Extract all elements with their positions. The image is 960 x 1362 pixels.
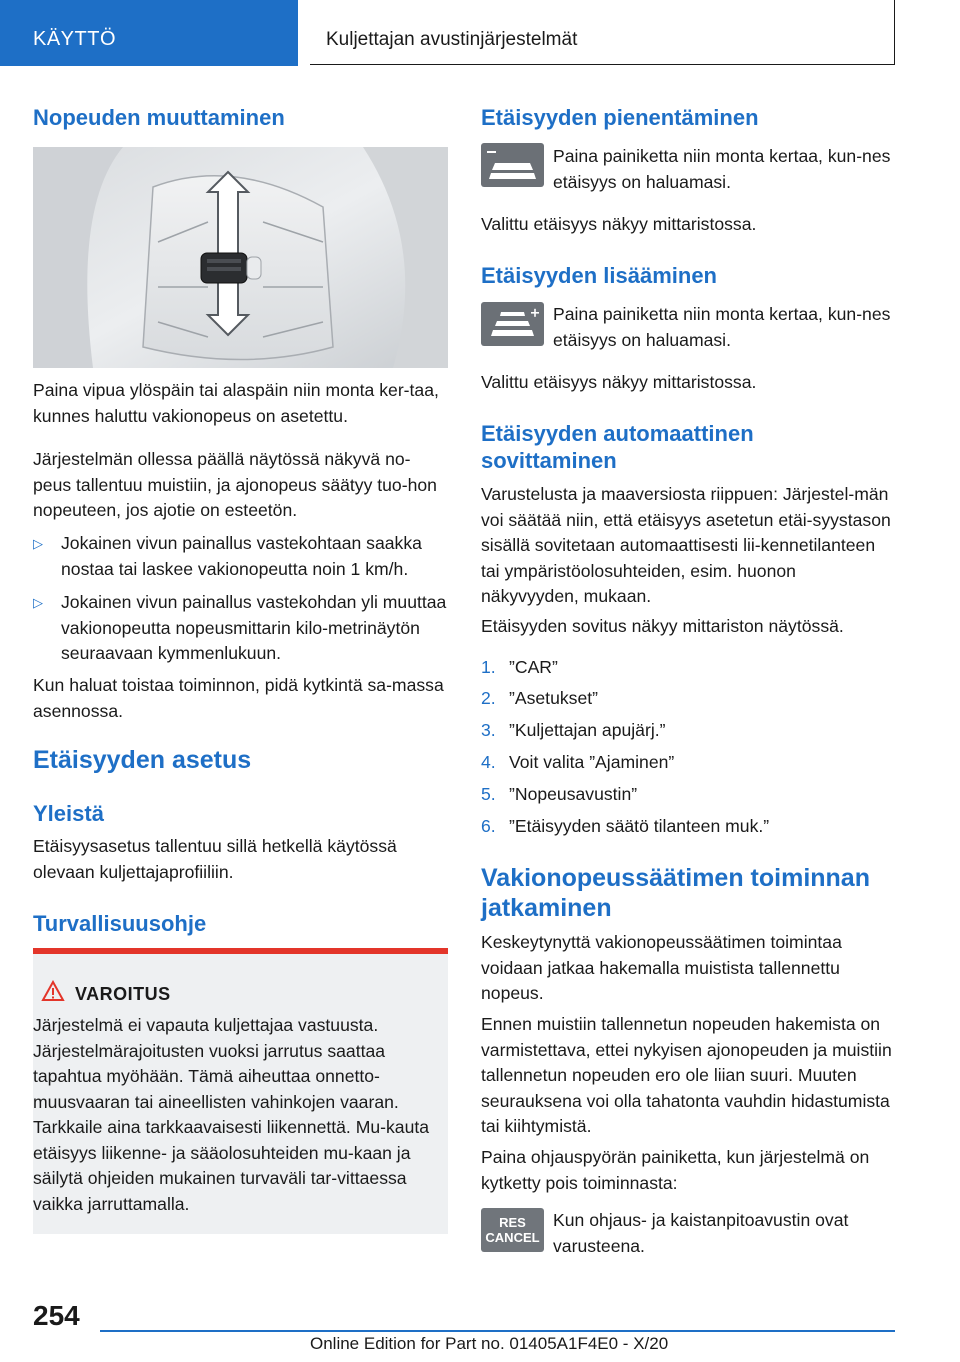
footer-divider [100,1330,895,1332]
step-text: ”Asetukset” [509,688,598,708]
distance-increase-heading: Etäisyyden lisääminen [481,263,717,288]
distance-decrease-button-icon [481,143,544,187]
auto-paragraph-1: Varustelusta ja maaversiosta riippuen: Järjestel-män voi säätää niin, että etäisyys asetetun etäi-syystason sisällä sovitetaan automaattisesti lii-kennetilanteen tai ympäristöolosuhteiden, esim. huonon näkyvyyden, mukaan. [481,484,891,606]
header-chapter-title: Kuljettajan avustinjärjestelmät [326,29,578,50]
resume-paragraph-3: Paina ohjauspyörän painiketta, kun järjestelmä on kytketty pois toiminnasta: [481,1147,870,1193]
warning-text: Järjestelmä ei vapauta kuljettajaa vastuusta. Järjestelmärajoitusten vuoksi jarrutus saattaa tapahtua myöhään. Tämä aiheuttaa onnetto-muusvaaran tai aineellisten vahinkojen vaaran. Tarkkaile aina tarkkaavaisesti liikennettä. Mu-kauta etäisyys liikenne- ja sääolosuhteiden mu-kaan ja säilytä ohjeiden mukainen turvaväli tar-vittaessa vaikka jarruttamalla. [33,1015,430,1214]
resume-paragraph-1: Keskeytynyttä vakionopeussäätimen toimintaa voidaan jatkaa hakemalla muistista tallennettu nopeus. [481,932,842,1003]
resume-heading-line2: jatkaminen [481,894,612,922]
distance-decrease-heading: Etäisyyden pienentäminen [481,105,759,130]
step-number: 1. [481,657,496,677]
bullet-text: Jokainen vivun painallus vastekohdan yli muuttaa vakionopeutta nopeusmittarin kilo-metrinäytön seuraavaan kymmenlukuun. [61,592,447,663]
res-icon-line2: CANCEL [485,1230,540,1245]
decrease-shown-text: Valittu etäisyys näkyy mittaristossa. [481,214,757,234]
step-text: ”CAR” [509,657,558,677]
warning-box [33,948,448,1234]
speed-paragraph-2: Järjestelmän ollessa päällä näytössä näkyvä no-peus tallentuu muistiin, ja ajonopeus säätyy tuo-hon nopeuteen, jos ajotie on esteetön. [33,449,437,520]
safety-heading: Turvallisuusohje [33,911,207,936]
step-text: ”Kuljettajan apujärj.” [509,720,666,740]
res-text: Kun ohjaus- ja kaistanpitoavustin ovat varusteena. [553,1210,849,1256]
page-number: 254 [33,1300,80,1331]
warning-title: VAROITUS [75,984,171,1004]
distance-setting-heading: Etäisyyden asetus [33,746,252,774]
steering-wheel-illustration [33,147,448,368]
step-number: 2. [481,688,496,708]
step-number: 5. [481,784,496,804]
speed-change-heading: Nopeuden muuttaminen [33,105,285,130]
auto-distance-heading-line2: sovittaminen [481,448,617,473]
footer-edition: Online Edition for Part no. 01405A1F4E0 - X/20 [310,1334,669,1353]
resume-heading-line1: Vakionopeussäätimen toiminnan [481,864,870,892]
bullet-text: Jokainen vivun painallus vastekohtaan saakka nostaa tai laskee vakionopeutta noin 1 km/h. [61,533,422,579]
step-number: 4. [481,752,496,772]
triangle-bullet-icon: ▷ [33,595,43,610]
triangle-bullet-icon: ▷ [33,536,43,551]
speed-paragraph-3: Kun haluat toistaa toiminnon, pidä kytkintä sa-massa asennossa. [33,675,444,721]
decrease-text: Paina painiketta niin monta kertaa, kun-nes etäisyys on haluamasi. [553,146,891,192]
general-heading: Yleistä [33,801,104,826]
res-icon-line1: RES [499,1215,526,1230]
increase-shown-text: Valittu etäisyys näkyy mittaristossa. [481,372,757,392]
step-text: ”Nopeusavustin” [509,784,638,804]
steering-wheel-image [33,147,448,368]
auto-paragraph-2: Etäisyyden sovitus näkyy mittariston näytössä. [481,616,844,636]
step-number: 6. [481,816,496,836]
speed-paragraph-1: Paina vipua ylöspäin tai alaspäin niin monta ker-taa, kunnes haluttu vakionopeus on asetettu. [33,380,439,426]
step-text: ”Etäisyyden säätö tilanteen muk.” [509,816,770,836]
step-text: Voit valita ”Ajaminen” [509,752,675,772]
step-number: 3. [481,720,496,740]
resume-paragraph-2: Ennen muistiin tallennetun nopeuden hakemista on varmistettava, ettei nykyisen ajonopeuden ja muistiin tallennetun nopeuden ero ole liian suuri. Muuten seurauksena voi olla tahatonta vauhdin hidastumista tai kiihtymistä. [481,1014,892,1136]
increase-text: Paina painiketta niin monta kertaa, kun-nes etäisyys on haluamasi. [553,304,891,350]
general-paragraph: Etäisyysasetus tallentuu sillä hetkellä käytössä olevaan kuljettajaprofiiliin. [33,836,397,882]
header-chapter [310,0,895,65]
res-cancel-button-icon [481,1208,544,1252]
distance-increase-button-icon [481,302,544,346]
auto-distance-heading-line1: Etäisyyden automaattinen [481,421,754,446]
header-section-tab [0,0,298,66]
header-section-title: KÄYTTÖ [33,28,117,50]
warning-triangle-icon [41,980,65,1002]
